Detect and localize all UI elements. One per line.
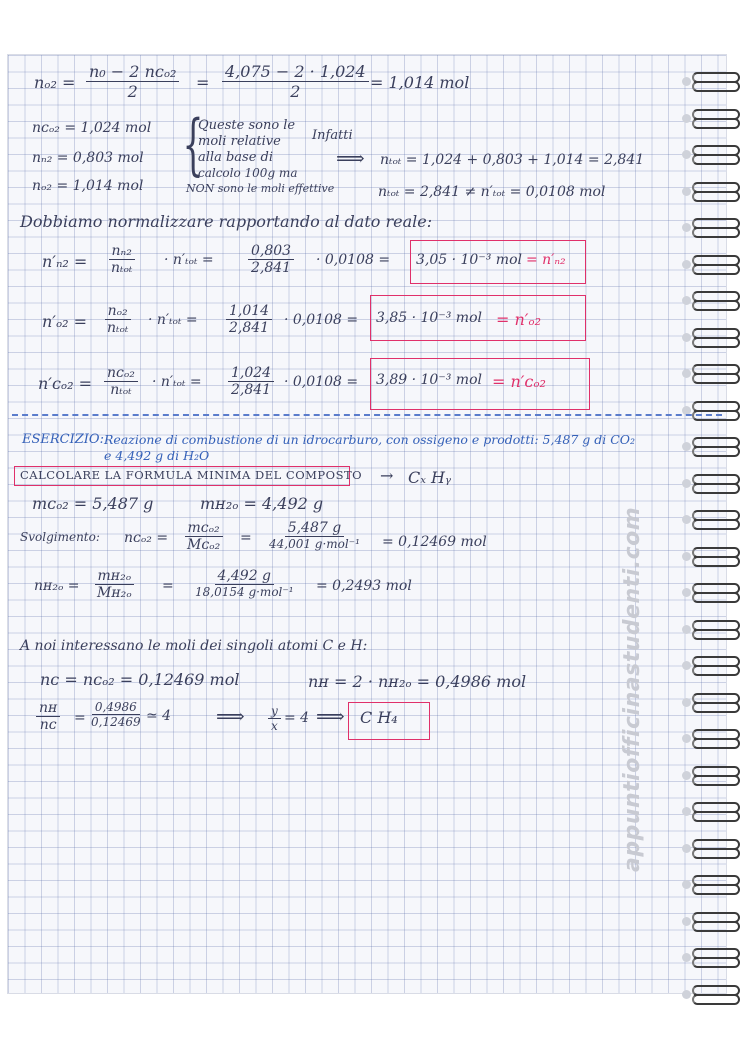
binding-hole xyxy=(682,734,691,743)
n2-num: nₙ₂ xyxy=(109,243,135,260)
n2-den2: 2,841 xyxy=(251,260,292,276)
header-result: = 1,014 mol xyxy=(370,73,470,92)
spiral-ring xyxy=(692,957,740,968)
ratio-den2: 0,12469 xyxy=(91,715,141,729)
co2-fraction xyxy=(104,365,138,398)
co2-den2: 2,841 xyxy=(231,382,272,398)
binding-hole xyxy=(682,442,691,451)
note-line-3: alla base di xyxy=(198,150,273,165)
n2-result: 3,05 · 10⁻³ mol xyxy=(416,252,522,268)
spiral-ring xyxy=(692,483,740,494)
co2-fraction-2 xyxy=(228,365,274,398)
spiral-ring xyxy=(692,446,740,457)
ratio-num: nʜ xyxy=(36,700,60,717)
target-formula: Cₓ Hᵧ xyxy=(408,468,451,487)
nco2-result: = 0,12469 mol xyxy=(382,534,487,550)
nh2o-lhs: nʜ₂ₒ = xyxy=(34,578,80,594)
spiral-ring xyxy=(692,556,740,567)
nh2o-fraction-2 xyxy=(192,568,297,599)
watermark-text: appuntiofficinastudenti.com xyxy=(620,506,645,872)
o2-num2: 1,014 xyxy=(226,303,272,320)
binding-hole xyxy=(682,625,691,634)
note-line-2: moli relative xyxy=(198,134,281,149)
nc-line: nᴄ = nᴄₒ₂ = 0,12469 mol xyxy=(40,670,240,689)
binding-hole xyxy=(682,698,691,707)
o2-mult: · 0,0108 = xyxy=(284,312,359,328)
co2-result: 3,89 · 10⁻³ mol xyxy=(376,372,482,388)
o2-mid: · n′ₜₒₜ = xyxy=(148,312,198,328)
binding-hole xyxy=(682,771,691,780)
co2-num2: 1,024 xyxy=(228,365,274,382)
implies-icon-1: ⟹ xyxy=(216,704,245,728)
nh2o-den: Mʜ₂ₒ xyxy=(97,585,132,601)
header-num2: 4,075 − 2 · 1,024 xyxy=(222,62,369,82)
spiral-ring xyxy=(692,264,740,275)
co2-mid: · n′ₜₒₜ = xyxy=(152,374,202,390)
nco2-lhs: nᴄₒ₂ = xyxy=(124,530,169,546)
o2-num: nₒ₂ xyxy=(105,303,131,320)
binding-hole xyxy=(682,369,691,378)
infatti-label: Infatti xyxy=(312,128,353,143)
binding-hole xyxy=(682,990,691,999)
n2-tag: = n′ₙ₂ xyxy=(526,252,566,268)
nh2o-num2: 4,492 g xyxy=(215,568,275,585)
o2-den: nₜₒₜ xyxy=(107,320,129,336)
binding-hole xyxy=(682,260,691,269)
co2-mult: · 0,0108 = xyxy=(284,374,359,390)
final-formula: C H₄ xyxy=(360,708,398,727)
task-arrow-icon: → xyxy=(380,466,394,485)
binding-hole xyxy=(682,187,691,196)
spiral-ring xyxy=(692,884,740,895)
o2-lhs: n′ₒ₂ = xyxy=(42,312,88,331)
ratio-fraction xyxy=(36,700,60,733)
spiral-ring xyxy=(692,373,740,384)
mass-h2o: mʜ₂ₒ = 4,492 g xyxy=(200,494,324,513)
binding-hole xyxy=(682,661,691,670)
binding-hole xyxy=(682,77,691,86)
o2-fraction xyxy=(104,303,131,336)
header-eq: = xyxy=(196,73,210,92)
mass-co2: mᴄₒ₂ = 5,487 g xyxy=(32,494,154,513)
spiral-ring xyxy=(692,227,740,238)
spiral-ring xyxy=(692,154,740,165)
nco2-eq: = xyxy=(240,530,252,546)
spiral-ring xyxy=(692,519,740,530)
normalize-heading: Dobbiamo normalizzare rapportando al dato reale: xyxy=(20,212,433,231)
spiral-ring xyxy=(692,811,740,822)
svolgimento-label: Svolgimento: xyxy=(20,530,100,544)
nh2o-den2: 18,0154 g·mol⁻¹ xyxy=(195,585,294,599)
ratio-fraction-2 xyxy=(88,700,144,729)
o2-fraction-2 xyxy=(226,303,272,336)
nco2-den2: 44,001 g·mol⁻¹ xyxy=(269,537,360,551)
header-den2: 2 xyxy=(290,82,301,101)
spiral-ring xyxy=(692,592,740,603)
nh2o-result: = 0,2493 mol xyxy=(316,578,412,594)
co2-tag: = n′ᴄₒ₂ xyxy=(492,372,546,391)
binding-hole xyxy=(682,552,691,561)
binding-hole xyxy=(682,114,691,123)
moles-n2: nₙ₂ = 0,803 mol xyxy=(32,150,144,166)
task-text: CALCOLARE LA FORMULA MINIMA DEL COMPOSTO xyxy=(20,468,363,482)
nh2o-fraction xyxy=(94,568,135,601)
nco2-fraction xyxy=(184,520,223,553)
header-fraction xyxy=(86,62,179,101)
nh2o-eq: = xyxy=(162,578,174,594)
exercise-text-1: Reazione di combustione di un idrocarburo, con ossigeno e prodotti: 5,487 g di CO₂ xyxy=(104,432,636,447)
header-lhs: nₒ₂ = xyxy=(34,73,76,92)
yx-num: y xyxy=(268,704,281,719)
yx-value: = 4 xyxy=(284,710,310,726)
implies-icon-2: ⟹ xyxy=(316,704,345,728)
yx-fraction xyxy=(268,704,281,733)
spiral-ring xyxy=(692,337,740,348)
ntot-compare: nₜₒₜ = 2,841 ≠ n′ₜₒₜ = 0,0108 mol xyxy=(378,184,606,200)
n2-den: nₜₒₜ xyxy=(111,260,133,276)
binding-hole xyxy=(682,296,691,305)
nco2-fraction-2 xyxy=(266,520,363,551)
ratio-num2: 0,4986 xyxy=(92,700,140,715)
brace-icon: { xyxy=(182,106,204,183)
spiral-ring xyxy=(692,629,740,640)
header-den: 2 xyxy=(127,82,138,101)
ratio-approx: ≃ 4 xyxy=(146,708,172,724)
binding-hole xyxy=(682,150,691,159)
moles-co2: nᴄₒ₂ = 1,024 mol xyxy=(32,120,152,136)
binding-hole xyxy=(682,953,691,962)
spiral-ring xyxy=(692,921,740,932)
n2-lhs: n′ₙ₂ = xyxy=(42,252,88,271)
binding-hole xyxy=(682,844,691,853)
nh-line: nʜ = 2 · nʜ₂ₒ = 0,4986 mol xyxy=(308,672,527,691)
spiral-ring xyxy=(692,191,740,202)
co2-lhs: n′ᴄₒ₂ = xyxy=(38,374,92,393)
header-fraction-2 xyxy=(222,62,369,101)
binding-hole xyxy=(682,223,691,232)
n2-fraction xyxy=(108,243,135,276)
binding-hole xyxy=(682,588,691,597)
spiral-ring xyxy=(692,665,740,676)
yx-den: x xyxy=(271,719,278,733)
spiral-ring xyxy=(692,848,740,859)
exercise-text-2: e 4,492 g di H₂O xyxy=(104,448,210,463)
binding-hole xyxy=(682,880,691,889)
spiral-ring xyxy=(692,118,740,129)
binding-hole xyxy=(682,807,691,816)
n2-fraction-2 xyxy=(248,243,294,276)
nh2o-num: mʜ₂ₒ xyxy=(95,568,135,585)
binding-hole xyxy=(682,479,691,488)
ratio-den: nᴄ xyxy=(39,717,57,733)
o2-tag: = n′ₒ₂ xyxy=(496,310,542,329)
binding-hole xyxy=(682,515,691,524)
note-line-5: NON sono le moli effettive xyxy=(186,182,335,195)
n2-num2: 0,803 xyxy=(248,243,294,260)
spiral-ring xyxy=(692,300,740,311)
note-line-1: Queste sono le xyxy=(198,118,296,133)
moles-o2: nₒ₂ = 1,014 mol xyxy=(32,178,144,194)
binding-hole xyxy=(682,917,691,926)
co2-den: nₜₒₜ xyxy=(110,382,132,398)
nco2-num2: 5,487 g xyxy=(285,520,345,537)
binding-hole xyxy=(682,333,691,342)
ratio-eq: = xyxy=(74,710,86,726)
atoms-sentence: A noi interessano le moli dei singoli atomi C e H: xyxy=(20,638,368,654)
n2-mult: · 0,0108 = xyxy=(316,252,391,268)
spiral-ring xyxy=(692,775,740,786)
header-num: n₀ − 2 nᴄₒ₂ xyxy=(86,62,179,82)
nco2-den: Mᴄₒ₂ xyxy=(187,537,221,553)
implies-arrow-icon: ⟹ xyxy=(336,146,365,170)
n2-mid: · n′ₜₒₜ = xyxy=(164,252,214,268)
o2-result: 3,85 · 10⁻³ mol xyxy=(376,310,482,326)
note-line-4: calcolo 100g ma xyxy=(198,166,298,180)
exercise-label: ESERCIZIO: xyxy=(22,432,104,447)
co2-num: nᴄₒ₂ xyxy=(104,365,138,382)
watermark xyxy=(594,506,645,880)
nco2-num: mᴄₒ₂ xyxy=(185,520,223,537)
o2-den2: 2,841 xyxy=(229,320,270,336)
spiral-ring xyxy=(692,994,740,1005)
section-divider xyxy=(12,414,722,416)
spiral-ring xyxy=(692,738,740,749)
spiral-ring xyxy=(692,81,740,92)
ntot-sum: nₜₒₜ = 1,024 + 0,803 + 1,014 = 2,841 xyxy=(380,152,645,168)
spiral-ring xyxy=(692,702,740,713)
